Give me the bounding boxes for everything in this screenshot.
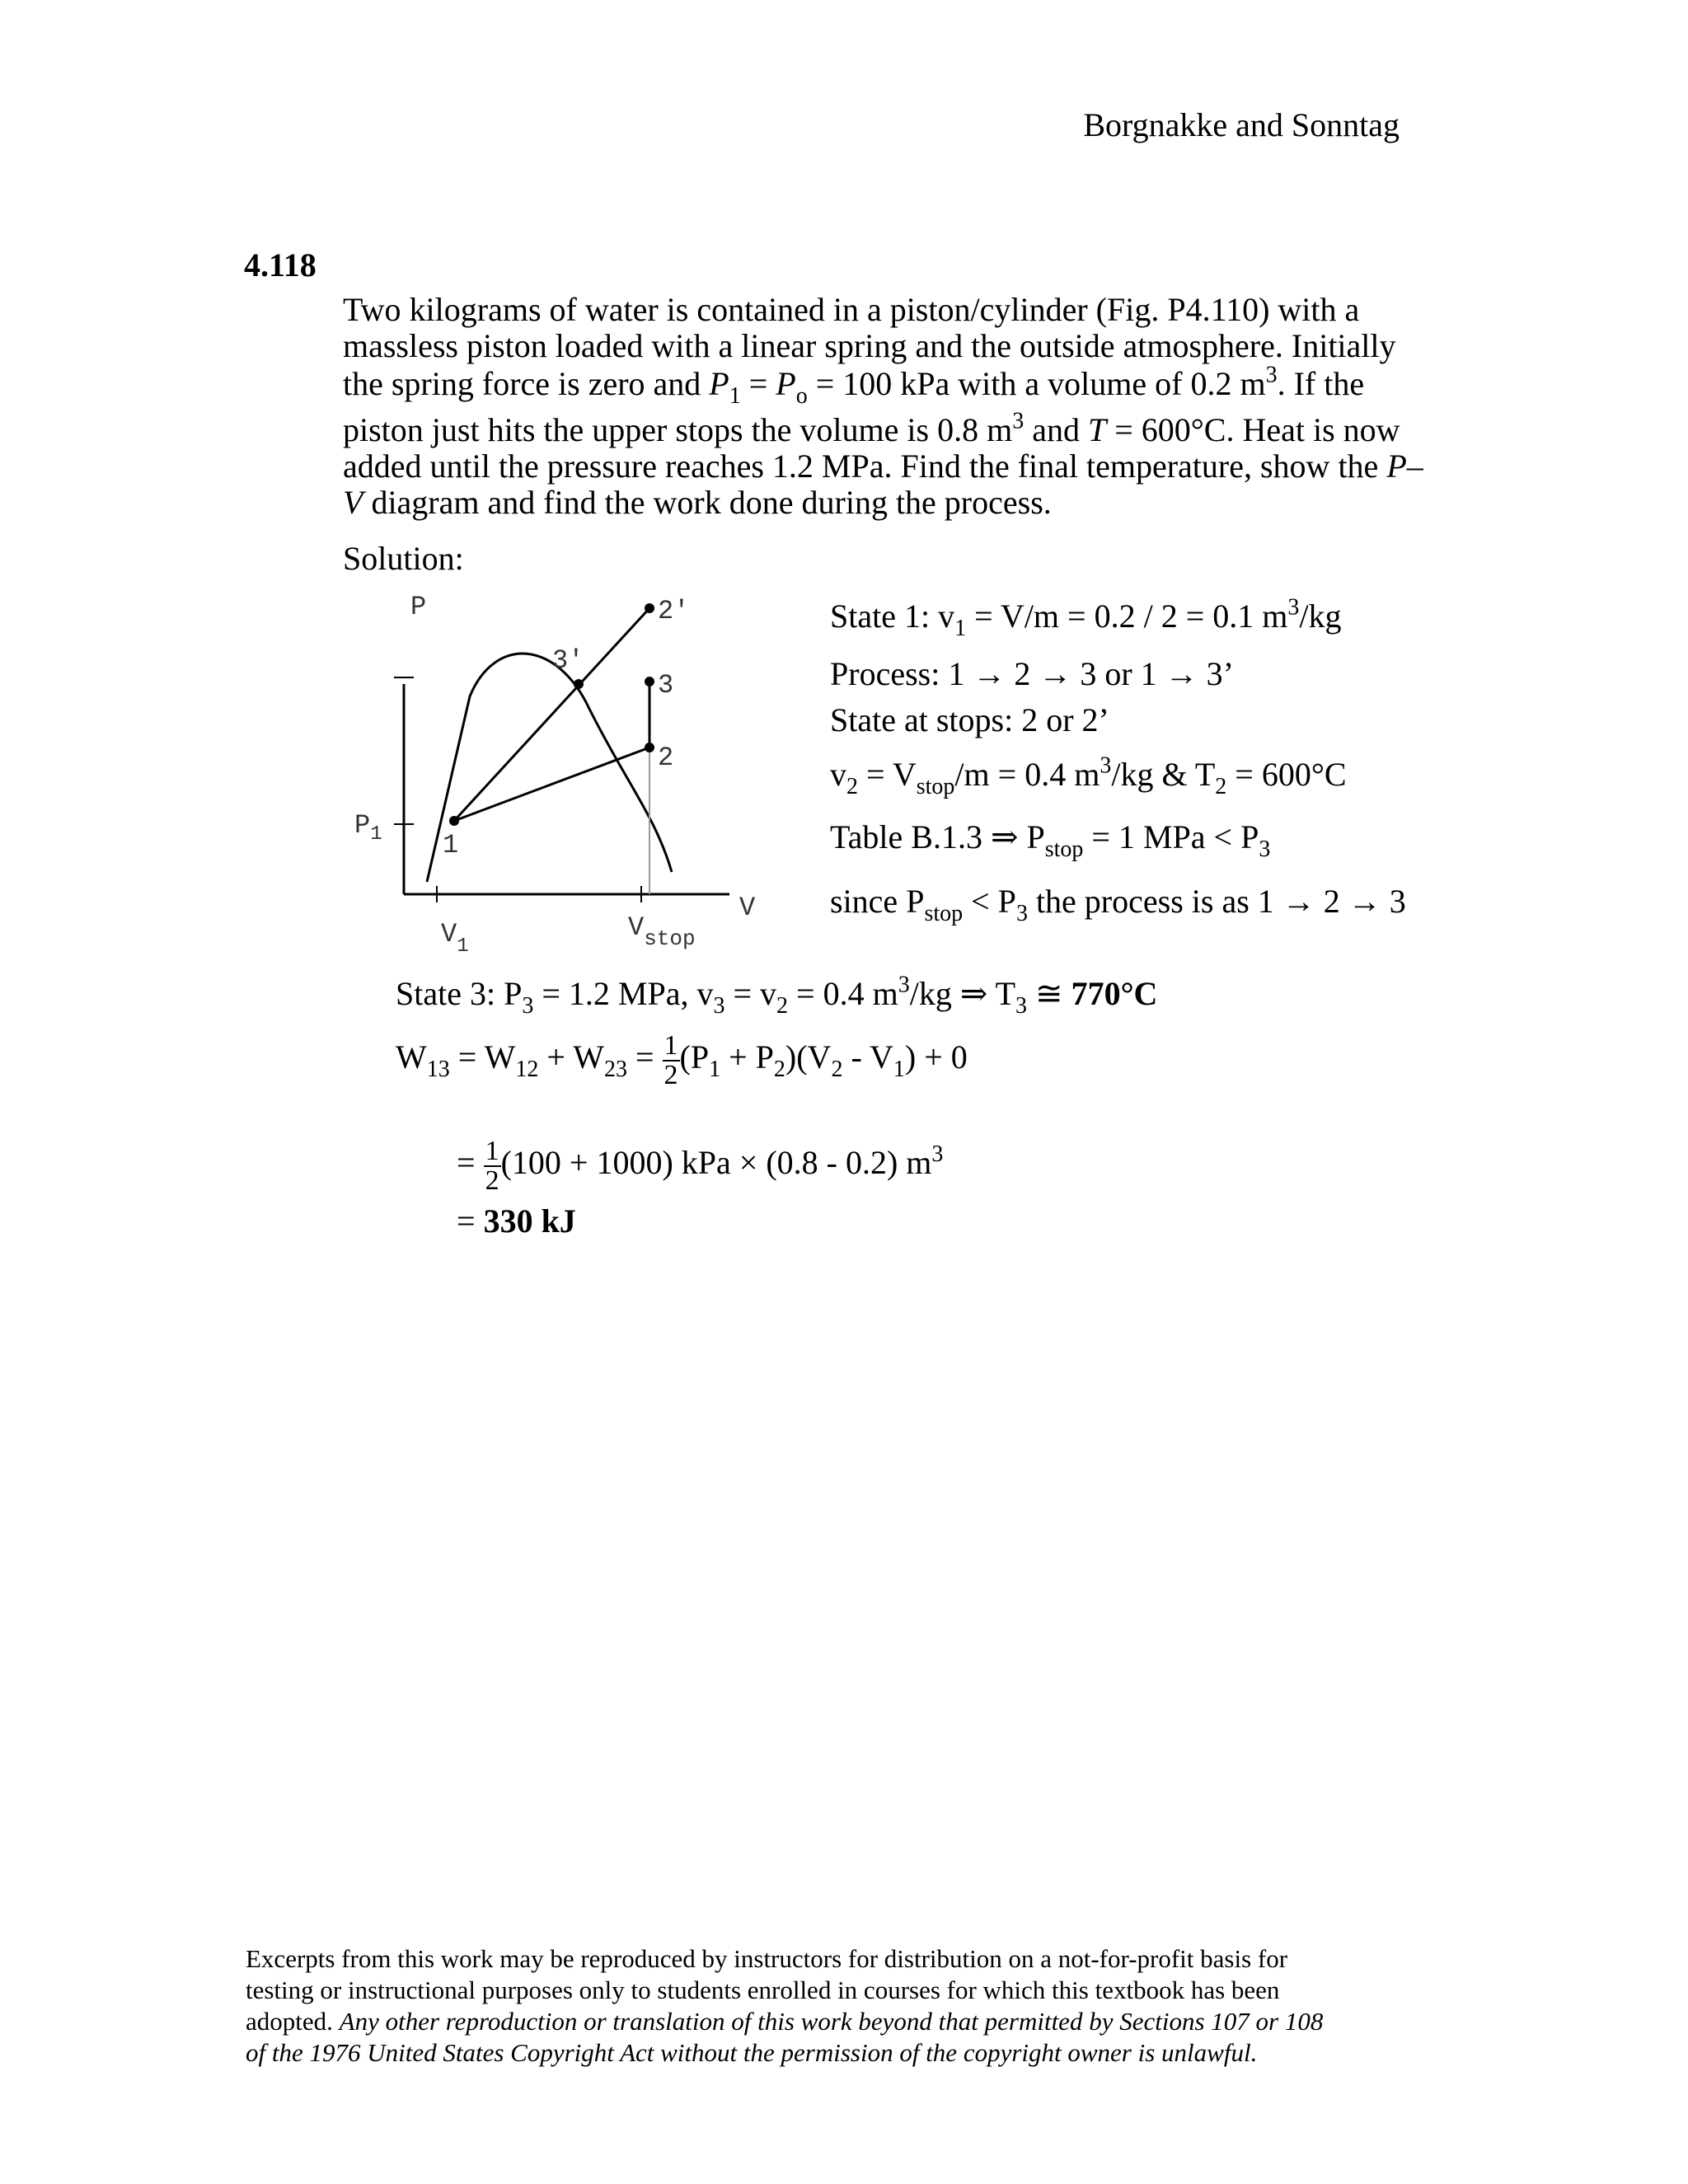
- footer-line-3: adopted. Any other reproduction or translation of this work beyond that permitted by Sections 107 or 108: [246, 2007, 1324, 2036]
- work-result: = 330 kJ: [457, 1202, 576, 1240]
- state-point-2prime: [645, 603, 654, 613]
- pv-diagram: [330, 577, 791, 972]
- work-line-2: = $\frac{1}{2}$ (100 + 1000) kPa × (0.8 - 0.2) $m^3$: [457, 1136, 944, 1196]
- statement-line-2: massless piston loaded with a linear spring and the outside atmosphere. Initially: [343, 327, 1396, 364]
- state-point-2: [645, 743, 654, 752]
- statement-line-6: V diagram and find the work done during the process.: [343, 484, 1052, 521]
- axis-label-v: V: [739, 893, 756, 923]
- vstop-label: $V_{stop}$: [628, 912, 696, 951]
- statement-line-1: Two kilograms of water is contained in a piston/cylinder (Fig. P4.110) with a: [343, 291, 1360, 328]
- v2-line: $v_2 = V_{stop}/m = 0.4$ $m^3/kg$ & $T_2 = 600^\circ C$: [830, 752, 1347, 799]
- point-label-2: 2: [658, 743, 674, 773]
- state-point-3: [645, 677, 654, 687]
- statement-line-4: piston just hits the upper stops the volume is 0.8 $m^3$ and T = 600°C. Heat is now: [343, 408, 1400, 448]
- footer-line-2: testing or instructional purposes only to students enrolled in courses for which this textbook has been: [246, 1975, 1280, 2004]
- statement-line-5: added until the pressure reaches 1.2 MPa. Find the final temperature, show the P–: [343, 448, 1423, 485]
- process-line-1-2: [454, 748, 649, 821]
- axis-label-p: P: [410, 592, 427, 622]
- half-fraction-2: $\frac{1}{2}$: [485, 1136, 499, 1196]
- state3-line: State 3: $P_3 = 1.2$ MPa, $v_3 = v_2 = 0.4$ $m^3/kg$ ⇒ $T_3$ ≅ 770°C: [396, 972, 1158, 1019]
- footer-line-1: Excerpts from this work may be reproduced by instructors for distribution on a not-for-profit basis for: [246, 1944, 1288, 1973]
- p1-label: $P_1$: [354, 810, 382, 846]
- half-fraction: $\frac{1}{2}$: [663, 1030, 678, 1090]
- author-header: Borgnakke and Sonntag: [1083, 106, 1400, 143]
- copyright-footer: [246, 1943, 1323, 2069]
- problem-statement: [343, 291, 1423, 521]
- point-label-2prime: 2′: [658, 596, 690, 626]
- table-line: Table B.1.3 ⇒ $P_{stop} = 1$ MPa < $P_3$: [830, 818, 1271, 862]
- point-label-3: 3: [658, 670, 674, 701]
- statement-line-3: the spring force is zero and $P_1 = P_o = 100$ kPa with a volume of 0.2 $m^3$. If the: [343, 362, 1365, 409]
- process-line: Process: 1 → 2 → 3 or 1 → 3’: [830, 655, 1234, 692]
- process-line-1-2prime: [454, 608, 649, 821]
- point-label-1: 1: [443, 830, 459, 860]
- state-point-3prime: [574, 679, 584, 689]
- v1-label: $V_1$: [441, 919, 469, 958]
- solution-label: Solution:: [343, 540, 464, 577]
- state1-line: State 1: $v_1 = V/m = 0.2 / 2 = 0.1$ $m^3/kg$: [830, 594, 1342, 641]
- stops-line: State at stops: 2 or 2’: [830, 701, 1109, 738]
- since-line: since $P_{stop} < P_3$ the process is as 1 → 2 → 3: [830, 883, 1406, 926]
- footer-line-4: of the 1976 United States Copyright Act without the permission of the copyright owner is unlawful.: [246, 2038, 1258, 2067]
- work-line-1: $W_{13} = W_{12} + W_{23}$ = $\frac{1}{2}$ $(P_1 + P_2)(V_2 - V_1) + 0$: [396, 1030, 968, 1090]
- saturation-dome: [427, 654, 672, 882]
- problem-number: 4.118: [244, 246, 316, 284]
- state-point-1: [449, 816, 459, 826]
- point-label-3prime: 3′: [552, 645, 584, 676]
